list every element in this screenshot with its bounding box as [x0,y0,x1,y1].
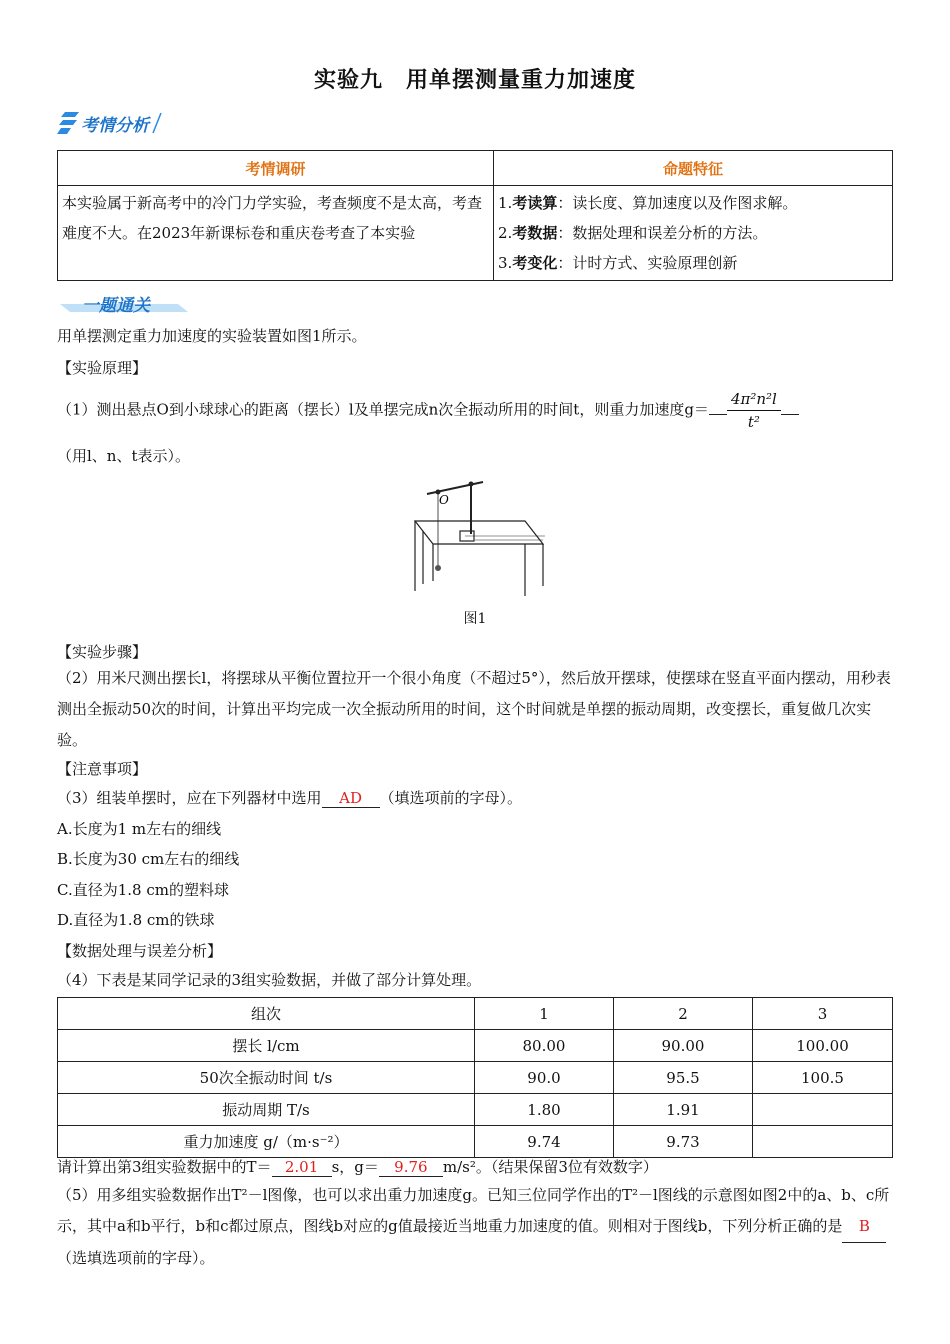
gravity-answer: 9.76 [379,1158,443,1177]
table-row: 组次 1 2 3 [58,998,893,1030]
analysis-table [57,150,893,281]
pendulum-apparatus-figure [405,476,550,606]
q1-tail: （用l、n、t表示）。 [57,447,190,465]
section-data: 【数据处理与误差分析】 [57,942,223,960]
features-cell [494,186,893,281]
intro-text: 用单摆测定重力加速度的实验装置如图1所示。 [57,327,367,345]
badge-stripes-icon [57,110,81,136]
option-a: A.长度为1 m左右的细线 [57,820,222,838]
feature-2: 2.考数据：数据处理和误差分析的方法。 [498,224,768,242]
figure-caption: 图1 [463,611,487,627]
q4-answer-line: 请计算出第3组实验数据中的T＝ 2.01 s，g＝ 9.76 m/s²。（结果保留3位有效数字） [57,1158,658,1176]
period-answer: 2.01 [272,1158,332,1177]
badge-label: 一题通关 [82,296,150,316]
header-research: 考情调研 [58,151,494,186]
section-principle: 【实验原理】 [57,359,148,377]
option-d: D.直径为1.8 cm的铁球 [57,911,215,929]
question-3: （3）组装单摆时，应在下列器材中选用 AD （填选项前的字母）。 [57,789,523,807]
question-1 [57,390,799,431]
formula-numerator: 4π²n²l [727,390,781,411]
feature-1: 1.考读算：读长度、算加速度以及作图求解。 [498,194,798,212]
table-row: 摆长 l/cm 80.00 90.00 100.00 [58,1030,893,1062]
section-steps: 【实验步骤】 [57,643,148,661]
question-2: （2）用米尺测出摆长l，将摆球从平衡位置拉开一个很小角度（不超过5°），然后放开摆球，使摆球在竖直平面内摆动，用秒表测出全振动50次的时间，计算出平均完成一次全振动所用的时间，这个时间就是单摆的振动周期，改变摆长，重复做几次实验。 [57,669,891,749]
option-c: C.直径为1.8 cm的塑料球 [57,881,229,899]
q4-intro: （4）下表是某同学记录的3组实验数据，并做了部分计算处理。 [57,971,482,989]
header-features: 命题特征 [494,151,893,186]
table-row: 重力加速度 g/（m·s⁻²） 9.74 9.73 [58,1126,893,1158]
table-row: 50次全振动时间 t/s 90.0 95.5 100.5 [58,1062,893,1094]
label-O: O [439,493,449,507]
table-row: 振动周期 T/s 1.80 1.91 [58,1094,893,1126]
section-badge-practice [60,290,188,316]
badge-slash-icon [149,110,165,136]
q3-answer: AD [322,789,380,808]
q5-answer: B [842,1211,886,1243]
section-badge-analysis [57,110,165,136]
formula-denominator: t² [747,413,760,431]
option-b: B.长度为30 cm左右的细线 [57,850,240,868]
research-text: 本实验属于新高考中的冷门力学实验，考查频度不是太高，考查难度不大。在2023年新课标卷和重庆卷考查了本实验 [58,186,494,281]
page-title: 实验九 用单摆测量重力加速度 [313,68,636,93]
section-notes: 【注意事项】 [57,760,148,778]
formula-fraction [727,390,781,431]
feature-3: 3.考变化：计时方式、实验原理创新 [498,254,738,272]
data-table [57,997,893,1158]
badge-label: 考情分析 [81,115,149,136]
question-5: （5）用多组实验数据作出T²－l图像，也可以求出重力加速度g。已知三位同学作出的T²－l图线的示意图如图2中的a、b、c所示，其中a和b平行，b和c都过原点，图线b对应的g值最接近当地重力加速度的值。则相对于图线b，下列分析正确的是 B（选填选项前的字母）。 [57,1186,890,1267]
q1-text: （1）测出悬点O到小球球心的距离（摆长）l及单摆完成n次全振动所用的时间t，则重力加速度g＝ [57,400,709,419]
